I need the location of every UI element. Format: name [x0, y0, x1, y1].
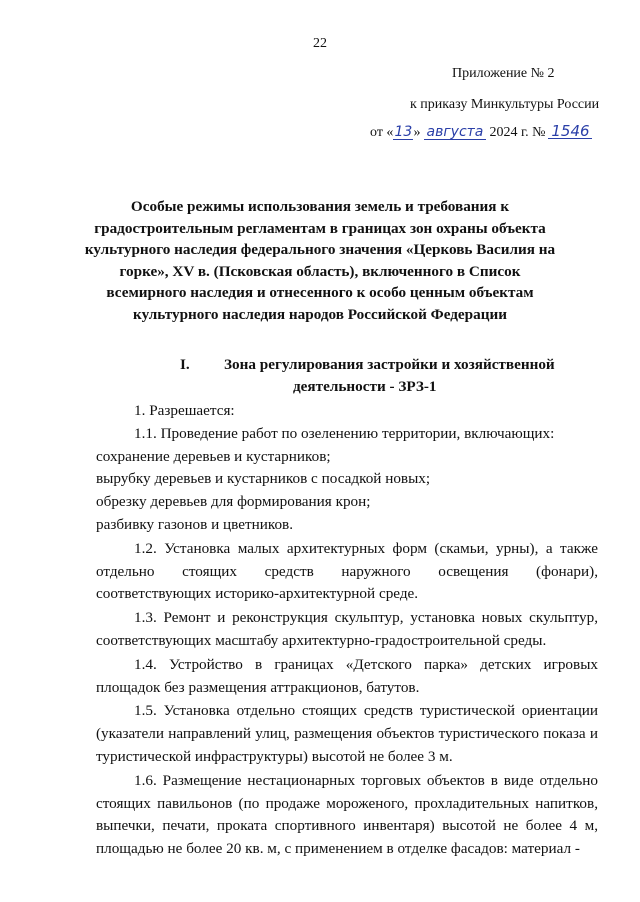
paragraph-1-4: 1.4. Устройство в границах «Детского парка» детских игровых площадок без размещения аттракционов, батутов. — [96, 655, 598, 696]
handwritten-month: августа — [424, 125, 486, 140]
section-number: I. — [180, 356, 190, 373]
annex-order-ref: к приказу Минкультуры России — [410, 97, 600, 112]
list-item-4: разбивку газонов и цветников. — [96, 515, 294, 533]
section-title-line1: Зона регулирования застройки и хозяйственной — [224, 356, 555, 373]
list-item-2: вырубку деревьев и кустарников с посадкой новых; — [96, 470, 431, 488]
page-number: 22 — [313, 36, 327, 51]
list-item-1: сохранение деревьев и кустарников; — [96, 447, 331, 465]
handwritten-day: 13 — [394, 124, 413, 140]
paragraph-1-6: 1.6. Размещение нестационарных торговых объектов в виде отдельно стоящих павильонов (по продаже мороженого, прохладительных напитков, выпечки, печати, проката спортивного инвентаря) высотой не более 4 м, площадью не более 20 кв. м, с применением в отделке фасадов: материал - — [96, 771, 598, 858]
paragraph-1-1: 1.1. Проведение работ по озеленению территории, включающих: — [134, 424, 555, 442]
date-mid: » — [413, 125, 421, 140]
annex-label: Приложение № 2 — [452, 66, 555, 81]
handwritten-order-number: 1546 — [548, 124, 592, 139]
annex-date-line — [370, 124, 592, 141]
year-text: 2024 г. № — [489, 125, 546, 140]
date-prefix: от « — [370, 125, 394, 140]
document-body — [96, 400, 598, 861]
paragraph-1-2: 1.2. Установка малых архитектурных форм (скамьи, урны), а также отдельно стоящих средств наружного освещения (фонари), соответствующих историко-архитектурной среде. — [96, 539, 598, 603]
list-item-3: обрезку деревьев для формирования крон; — [96, 493, 371, 511]
document-title: Особые режимы использования земель и требования к градостроительным регламентам в границах зон охраны объекта культурного наследия федерального значения «Церковь Василия на горке», XV в. (Псковская область), включенного в Список всемирного наследия и отнесенного к особо ценным объектам культурного наследия народов Российской Федерации — [84, 198, 556, 323]
paragraph-1: 1. Разрешается: — [134, 402, 235, 419]
section-title-line2: деятельности - ЗРЗ-1 — [293, 378, 437, 395]
paragraph-1-3: 1.3. Ремонт и реконструкция скульптур, установка новых скульптур, соответствующих масштабу архитектурно-градостроительной среды. — [96, 609, 598, 649]
paragraph-1-5: 1.5. Установка отдельно стоящих средств туристической ориентации (указатели направлений улиц, размещения объектов туристического показа и туристической инфраструктуры) высотой не более 3 м. — [96, 702, 598, 765]
